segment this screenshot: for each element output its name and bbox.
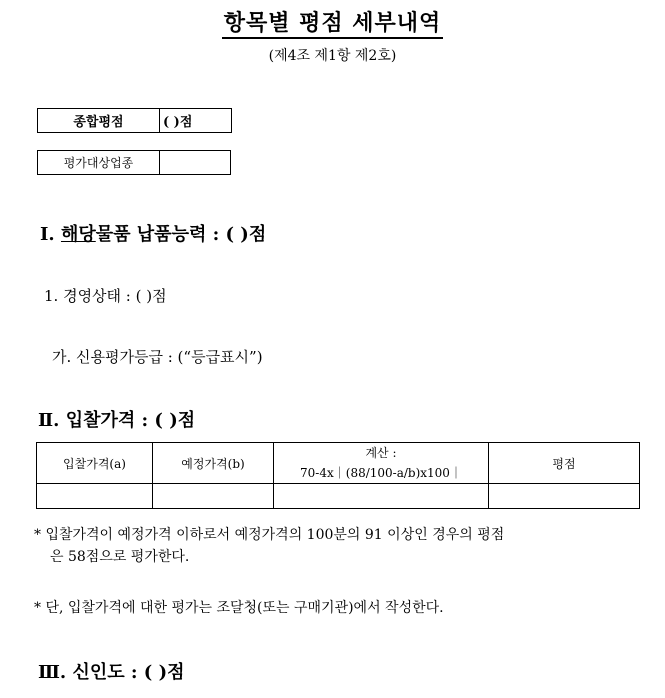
note-1-line-1: * 입찰가격이 예정가격 이하로서 예정가격의 100분의 91 이상인 경우의 평점 xyxy=(34,527,505,543)
page-title: 항목별 평점 세부내역 xyxy=(0,6,665,37)
note-1 xyxy=(34,524,644,568)
note-2: * 단, 입찰가격에 대한 평가는 조달청(또는 구매기관)에서 작성한다. xyxy=(34,600,444,616)
bid-header-expected-price: 예정가격(b) xyxy=(153,443,274,484)
overall-score-value[interactable]: ( )점 xyxy=(160,109,232,133)
category-value[interactable] xyxy=(160,151,231,175)
calculation-label: 계산 : xyxy=(365,446,397,460)
item-1: 1. 경영상태 : ( )점 xyxy=(44,287,167,305)
category-label: 평가대상업종 xyxy=(38,151,160,175)
section-1-underlined: 해당 xyxy=(60,224,96,245)
overall-score-label: 종합평점 xyxy=(38,109,160,133)
bid-cell-calculation[interactable] xyxy=(274,484,489,509)
section-1-rest: 물품 납품능력 : ( )점 xyxy=(95,224,267,245)
bid-cell-expected-price[interactable] xyxy=(153,484,274,509)
section-3-heading: Ⅲ. 신인도 : ( )점 xyxy=(38,662,185,683)
item-1-sub: 가. 신용평가등급 : (“등급표시”) xyxy=(52,348,263,366)
calculation-formula: 70-4x｜(88/100-a/b)x100｜ xyxy=(300,466,462,480)
bid-cell-bid-price[interactable] xyxy=(37,484,153,509)
section-1-prefix: Ⅰ. xyxy=(40,224,55,245)
bid-header-score: 평점 xyxy=(489,443,640,484)
section-2-heading: Ⅱ. 입찰가격 : ( )점 xyxy=(38,410,196,431)
note-1-line-2: 은 58점으로 평가한다. xyxy=(50,549,190,565)
overall-score-table xyxy=(37,108,232,133)
bid-table xyxy=(36,442,640,509)
page-subtitle: (제4조 제1항 제2호) xyxy=(268,48,397,64)
category-table xyxy=(37,150,231,175)
bid-header-bid-price: 입찰가격(a) xyxy=(37,443,153,484)
section-1-heading xyxy=(40,220,266,246)
bid-header-calculation xyxy=(274,443,489,484)
bid-cell-score[interactable] xyxy=(489,484,640,509)
